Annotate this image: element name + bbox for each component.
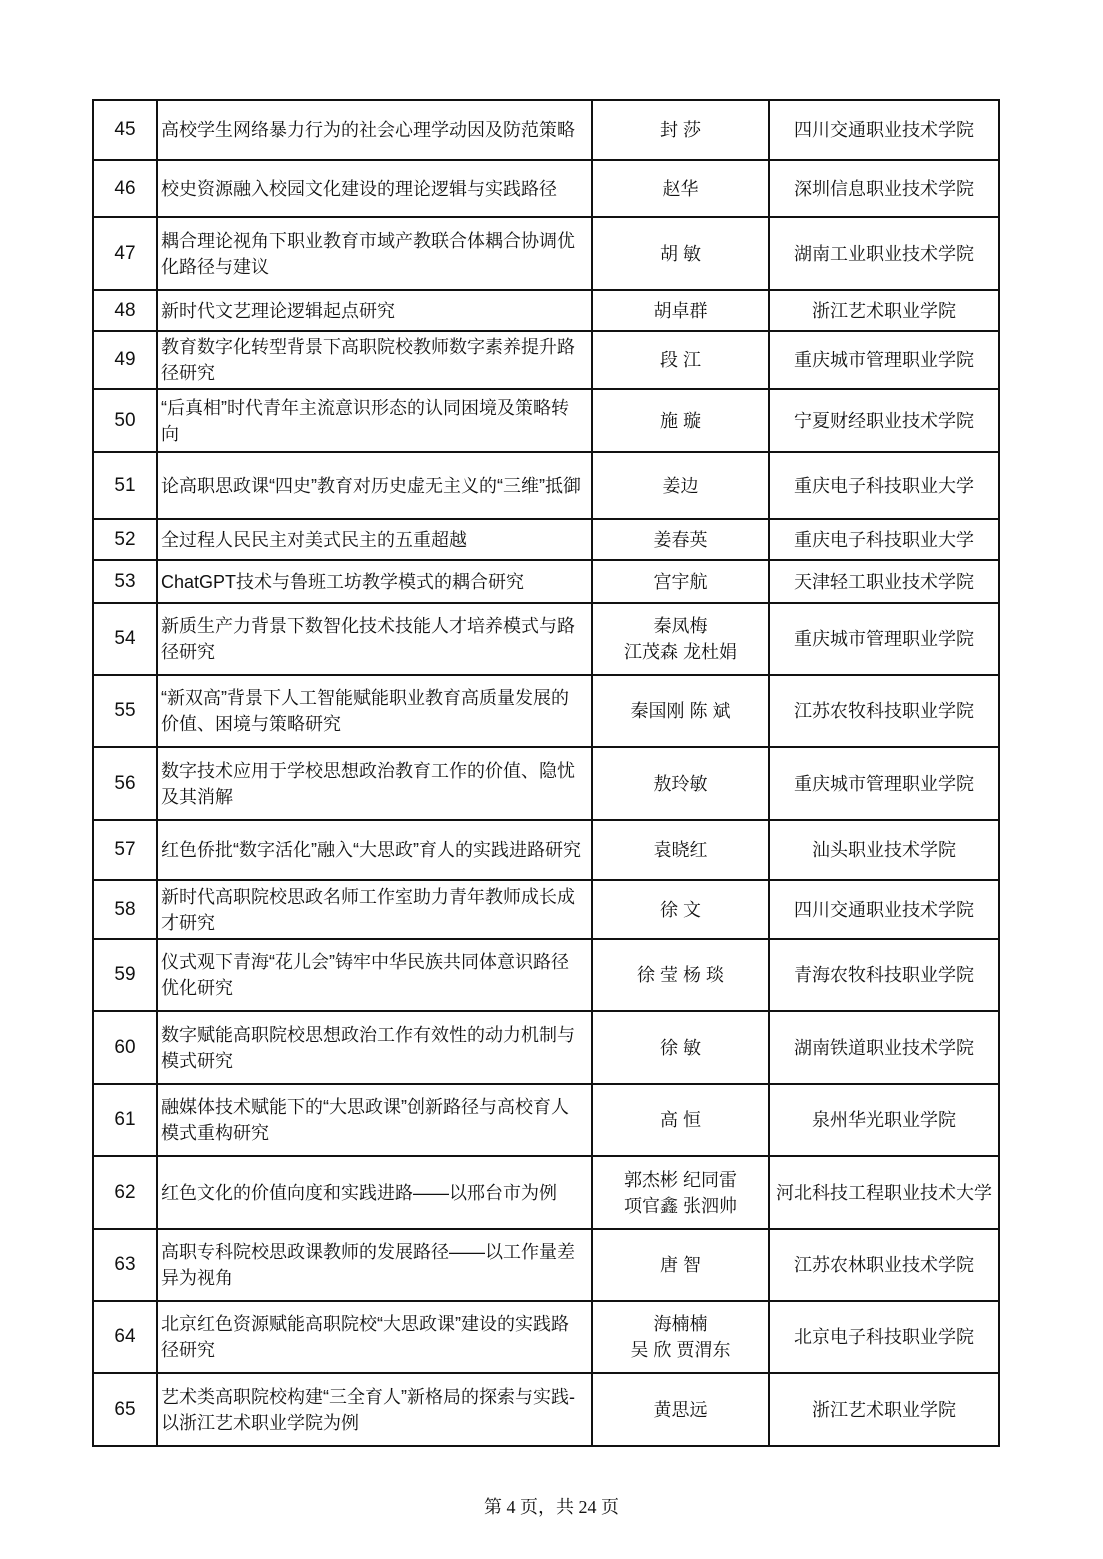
institution: 天津轻工职业技术学院	[769, 560, 999, 603]
author-names: 海楠楠 吴 欣 贾渭东	[592, 1301, 769, 1373]
row-number: 45	[93, 100, 157, 160]
author-names: 秦国刚 陈 斌	[592, 675, 769, 747]
author-names: 袁晓红	[592, 820, 769, 880]
page-number-footer: 第 4 页，共 24 页	[484, 1497, 619, 1517]
author-names: 敖玲敏	[592, 747, 769, 820]
author-names: 唐 智	[592, 1229, 769, 1301]
table-row	[93, 1229, 999, 1301]
institution: 重庆城市管理职业学院	[769, 747, 999, 820]
project-title: 红色侨批“数字活化”融入“大思政”育人的实践进路研究	[157, 820, 592, 880]
institution: 重庆城市管理职业学院	[769, 603, 999, 675]
row-number: 53	[93, 560, 157, 603]
table-row	[93, 100, 999, 160]
table-row	[93, 331, 999, 389]
table-row	[93, 519, 999, 560]
institution: 深圳信息职业技术学院	[769, 160, 999, 217]
row-number: 63	[93, 1229, 157, 1301]
table-row	[93, 880, 999, 939]
institution: 重庆城市管理职业学院	[769, 331, 999, 389]
table-row	[93, 389, 999, 452]
institution: 江苏农林职业技术学院	[769, 1229, 999, 1301]
project-title: 新时代高职院校思政名师工作室助力青年教师成长成才研究	[157, 880, 592, 939]
author-names: 姜边	[592, 452, 769, 519]
table-row	[93, 675, 999, 747]
row-number: 59	[93, 939, 157, 1011]
row-number: 64	[93, 1301, 157, 1373]
table-row	[93, 160, 999, 217]
author-names: 秦凤梅 江茂森 龙杜娟	[592, 603, 769, 675]
table-row	[93, 747, 999, 820]
institution: 四川交通职业技术学院	[769, 100, 999, 160]
table-body	[93, 100, 999, 1446]
row-number: 57	[93, 820, 157, 880]
project-title: 数字技术应用于学校思想政治教育工作的价值、隐忧及其消解	[157, 747, 592, 820]
author-names: 郭杰彬 纪同雷 项官鑫 张泗帅	[592, 1156, 769, 1229]
table-row	[93, 1011, 999, 1084]
author-names: 段 江	[592, 331, 769, 389]
row-number: 46	[93, 160, 157, 217]
project-title: 校史资源融入校园文化建设的理论逻辑与实践路径	[157, 160, 592, 217]
row-number: 56	[93, 747, 157, 820]
institution: 江苏农牧科技职业学院	[769, 675, 999, 747]
institution: 湖南工业职业技术学院	[769, 217, 999, 290]
institution: 北京电子科技职业学院	[769, 1301, 999, 1373]
author-names: 施 璇	[592, 389, 769, 452]
table-row	[93, 603, 999, 675]
row-number: 61	[93, 1084, 157, 1156]
row-number: 65	[93, 1373, 157, 1446]
row-number: 58	[93, 880, 157, 939]
table-row	[93, 1301, 999, 1373]
author-names: 赵华	[592, 160, 769, 217]
table-row	[93, 290, 999, 331]
author-names: 徐 敏	[592, 1011, 769, 1084]
author-names: 胡卓群	[592, 290, 769, 331]
project-title: 融媒体技术赋能下的“大思政课”创新路径与高校育人模式重构研究	[157, 1084, 592, 1156]
institution: 浙江艺术职业学院	[769, 1373, 999, 1446]
row-number: 55	[93, 675, 157, 747]
row-number: 50	[93, 389, 157, 452]
institution: 重庆电子科技职业大学	[769, 452, 999, 519]
author-names: 徐 莹 杨 琰	[592, 939, 769, 1011]
project-title: “后真相”时代青年主流意识形态的认同困境及策略转向	[157, 389, 592, 452]
project-list-table	[92, 99, 1000, 1447]
project-title: 北京红色资源赋能高职院校“大思政课”建设的实践路径研究	[157, 1301, 592, 1373]
row-number: 54	[93, 603, 157, 675]
row-number: 62	[93, 1156, 157, 1229]
table-row	[93, 1084, 999, 1156]
author-names: 徐 文	[592, 880, 769, 939]
row-number: 60	[93, 1011, 157, 1084]
institution: 河北科技工程职业技术大学	[769, 1156, 999, 1229]
row-number: 51	[93, 452, 157, 519]
project-title: 教育数字化转型背景下高职院校教师数字素养提升路径研究	[157, 331, 592, 389]
project-title: 论高职思政课“四史”教育对历史虚无主义的“三维”抵御	[157, 452, 592, 519]
project-title: 新质生产力背景下数智化技术技能人才培养模式与路径研究	[157, 603, 592, 675]
table-row	[93, 820, 999, 880]
institution: 泉州华光职业学院	[769, 1084, 999, 1156]
table-row	[93, 939, 999, 1011]
row-number: 47	[93, 217, 157, 290]
author-names: 姜春英	[592, 519, 769, 560]
author-names: 封 莎	[592, 100, 769, 160]
author-names: 黄思远	[592, 1373, 769, 1446]
table-row	[93, 217, 999, 290]
project-title: 新时代文艺理论逻辑起点研究	[157, 290, 592, 331]
project-title: 全过程人民民主对美式民主的五重超越	[157, 519, 592, 560]
project-title: 艺术类高职院校构建“三全育人”新格局的探索与实践-以浙江艺术职业学院为例	[157, 1373, 592, 1446]
project-title: 数字赋能高职院校思想政治工作有效性的动力机制与模式研究	[157, 1011, 592, 1084]
row-number: 49	[93, 331, 157, 389]
institution: 重庆电子科技职业大学	[769, 519, 999, 560]
project-title: 红色文化的价值向度和实践进路——以邢台市为例	[157, 1156, 592, 1229]
table-row	[93, 452, 999, 519]
project-title: 耦合理论视角下职业教育市域产教联合体耦合协调优化路径与建议	[157, 217, 592, 290]
institution: 四川交通职业技术学院	[769, 880, 999, 939]
author-names: 胡 敏	[592, 217, 769, 290]
institution: 湖南铁道职业技术学院	[769, 1011, 999, 1084]
project-title: 仪式观下青海“花儿会”铸牢中华民族共同体意识路径优化研究	[157, 939, 592, 1011]
author-names: 宫宇航	[592, 560, 769, 603]
project-title: 高职专科院校思政课教师的发展路径——以工作量差异为视角	[157, 1229, 592, 1301]
table-row	[93, 1373, 999, 1446]
author-names: 高 恒	[592, 1084, 769, 1156]
row-number: 52	[93, 519, 157, 560]
project-title: 高校学生网络暴力行为的社会心理学动因及防范策略	[157, 100, 592, 160]
institution: 浙江艺术职业学院	[769, 290, 999, 331]
table-row	[93, 560, 999, 603]
institution: 宁夏财经职业技术学院	[769, 389, 999, 452]
row-number: 48	[93, 290, 157, 331]
project-title: “新双高”背景下人工智能赋能职业教育高质量发展的价值、困境与策略研究	[157, 675, 592, 747]
institution: 汕头职业技术学院	[769, 820, 999, 880]
table-row	[93, 1156, 999, 1229]
project-title: ChatGPT技术与鲁班工坊教学模式的耦合研究	[157, 560, 592, 603]
institution: 青海农牧科技职业学院	[769, 939, 999, 1011]
